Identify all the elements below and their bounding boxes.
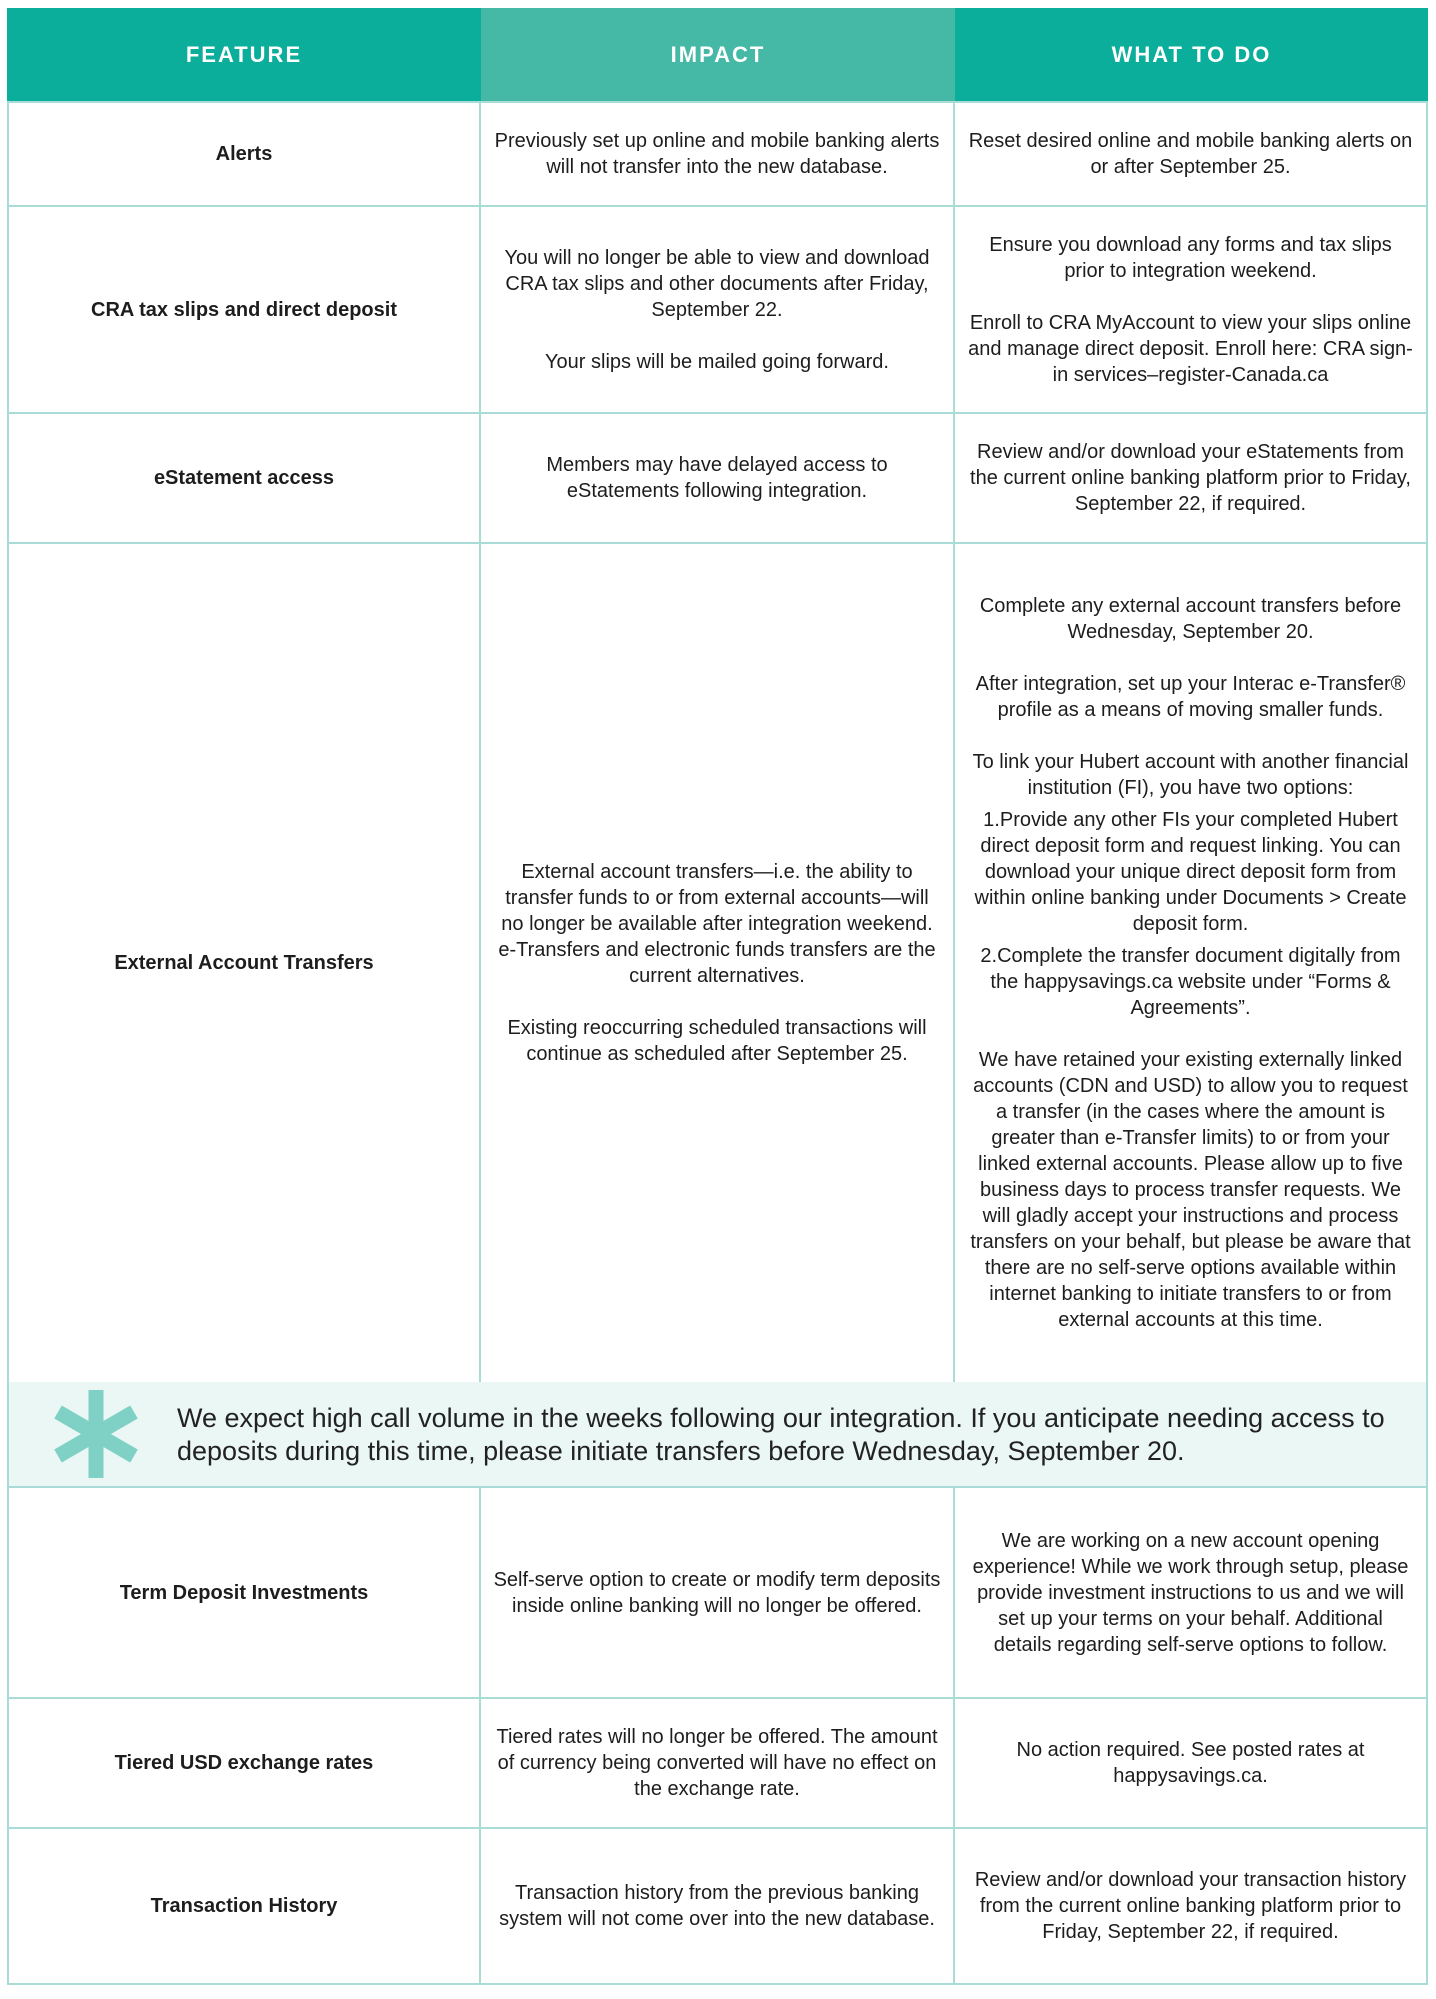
todo-text: No action required. See posted rates at happysavings.ca. [1016, 1739, 1365, 1787]
todo-text: Review and/or download your eStatements from the current online banking platform prior to Friday, September 22, if required. [970, 441, 1411, 515]
todo-option-1: 1.Provide any other FIs your completed Hubert direct deposit form and request linking. You can download your unique direct deposit form from within online banking under Documents > Create deposit form. [974, 809, 1407, 935]
header-impact: IMPACT [481, 8, 955, 101]
table-row [7, 1699, 1428, 1829]
todo-text: After integration, set up your Interac e-Transfer® profile as a means of moving smaller funds. [975, 673, 1406, 721]
todo-text: To link your Hubert account with another financial institution (FI), you have two options: [972, 751, 1409, 799]
feature-cell: Tiered USD exchange rates [7, 1697, 481, 1829]
todo-text: Reset desired online and mobile banking alerts on or after September 25. [968, 130, 1413, 178]
todo-option-2: 2.Complete the transfer document digitally from the happysavings.ca website under “Forms & Agreements”. [980, 945, 1401, 1019]
note-text: We expect high call volume in the weeks following our integration. If you anticipate needing access to deposits during this time, please initiate transfers before Wednesday, September 20. [177, 1403, 1385, 1466]
impact-cell [479, 1827, 955, 1985]
feature-cell: Transaction History [7, 1827, 481, 1985]
impact-text: Tiered rates will no longer be offered. The amount of currency being converted will have no effect on the exchange rate. [496, 1726, 938, 1800]
impact-cell [479, 412, 955, 544]
impact-text: External account transfers—i.e. the ability to transfer funds to or from external accounts—will no longer be available after integration weekend. e-Transfers and electronic funds transfers are the current alternatives. [498, 861, 936, 987]
impact-text: You will no longer be able to view and download CRA tax slips and other documents after Friday, September 22. [504, 246, 930, 321]
feature-cell: eStatement access [7, 412, 481, 544]
header-feature: FEATURE [7, 8, 481, 101]
call-volume-note [7, 1382, 1428, 1486]
impact-cell [479, 205, 955, 414]
feature-cell: External Account Transfers [7, 542, 481, 1384]
table-row [7, 1488, 1428, 1699]
table-header [7, 8, 1428, 101]
feature-cell: CRA tax slips and direct deposit [7, 205, 481, 414]
todo-cell [953, 205, 1428, 414]
impact-cell [479, 1486, 955, 1699]
impact-text: Transaction history from the previous banking system will not come over into the new database. [499, 1882, 935, 1930]
todo-cell [953, 412, 1428, 544]
todo-text: Ensure you download any forms and tax slips prior to integration weekend. [989, 233, 1392, 282]
table-row [7, 544, 1428, 1384]
todo-text: Complete any external account transfers before Wednesday, September 20. [979, 595, 1402, 643]
feature-cell: Term Deposit Investments [7, 1486, 481, 1699]
todo-cell [953, 101, 1428, 207]
todo-cell [953, 1697, 1428, 1829]
table-row [7, 207, 1428, 414]
impact-text: Previously set up online and mobile banking alerts will not transfer into the new database. [494, 130, 940, 178]
impact-cell [479, 542, 955, 1384]
todo-cell [953, 1486, 1428, 1699]
impact-cell [479, 101, 955, 207]
asterisk-icon [49, 1382, 144, 1486]
migration-table [7, 8, 1428, 1985]
impact-text: Your slips will be mailed going forward. [545, 350, 889, 373]
impact-text: Self-serve option to create or modify term deposits inside online banking will no longer be offered. [493, 1568, 941, 1617]
header-what-to-do: WHAT TO DO [955, 8, 1428, 101]
impact-text: Existing reoccurring scheduled transactions will continue as scheduled after September 25. [507, 1017, 927, 1065]
impact-text: Members may have delayed access to eStatements following integration. [546, 454, 888, 502]
todo-text: Enroll to CRA MyAccount to view your slips online and manage direct deposit. Enroll here: CRA sign-in services–register-Canada.ca [968, 311, 1413, 386]
todo-cell [953, 542, 1428, 1384]
impact-cell [479, 1697, 955, 1829]
todo-cell [953, 1827, 1428, 1985]
table-row [7, 103, 1428, 207]
feature-cell: Alerts [7, 101, 481, 207]
table-row [7, 414, 1428, 544]
todo-text: We have retained your existing externally linked accounts (CDN and USD) to allow you to request a transfer (in the cases where the amount is greater than e-Transfer limits) to or from your linked external accounts. Please allow up to five business days to process transfer requests. We will gladly accept your instructions and process transfers on your behalf, but please be aware that there are no self-serve options available within internet banking to initiate transfers to or from external accounts at this time. [970, 1049, 1411, 1331]
todo-text: We are working on a new account opening experience! While we work through setup, please provide investment instructions to us and we will set up your terms on your behalf. Additional details regarding self-serve options to follow. [972, 1529, 1409, 1656]
table-row [7, 1829, 1428, 1985]
todo-text: Review and/or download your transaction history from the current online banking platform prior to Friday, September 22, if required. [974, 1869, 1407, 1943]
